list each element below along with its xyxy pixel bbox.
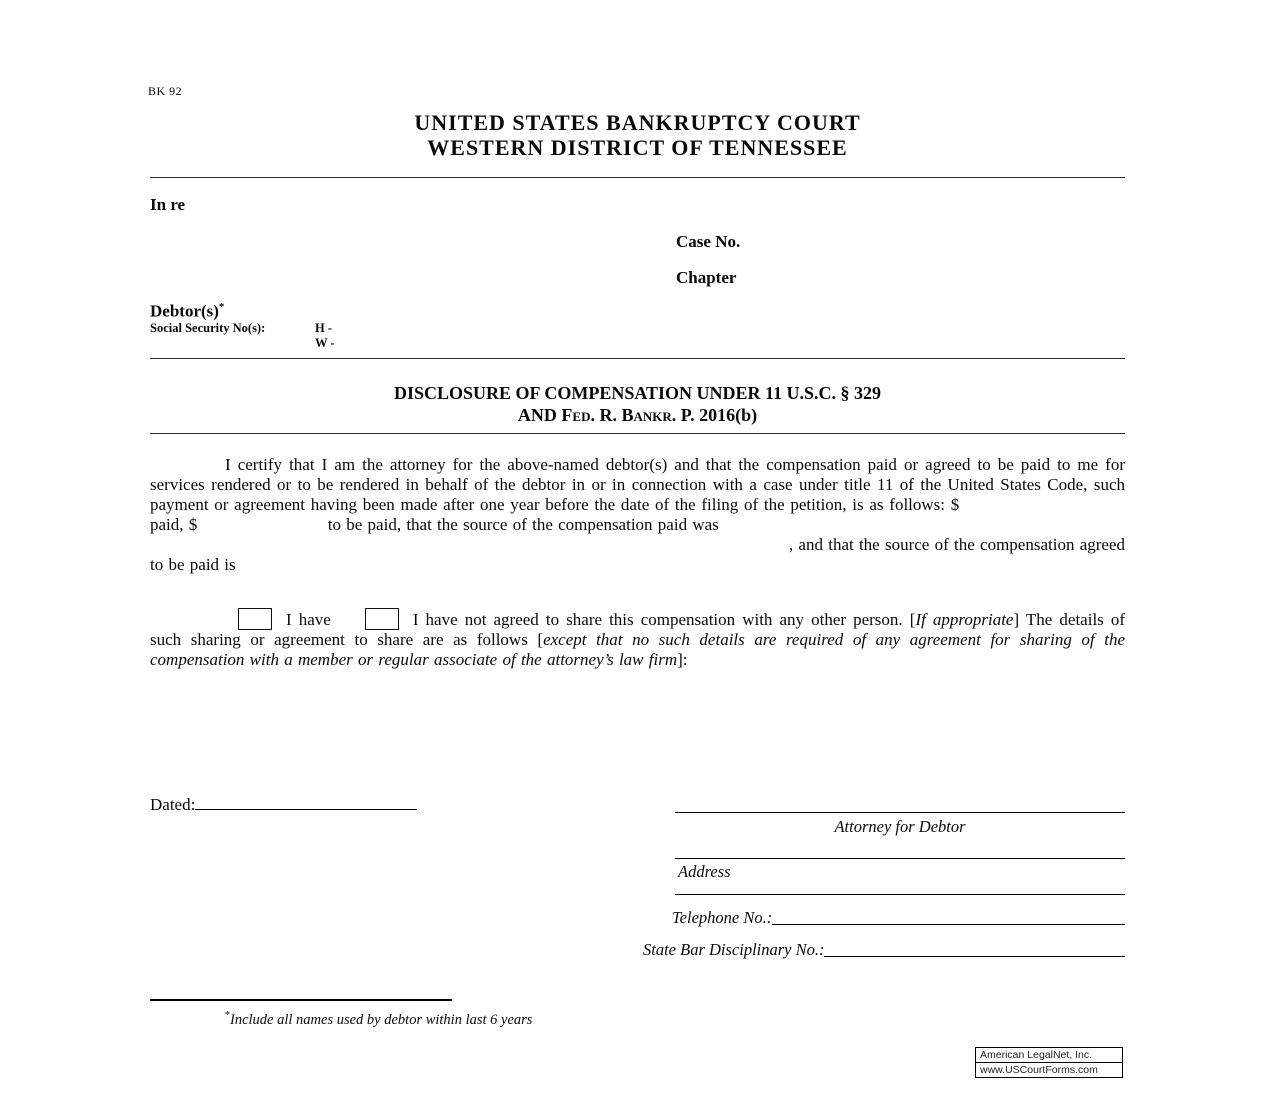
caption-bottom-separator — [150, 358, 1125, 359]
debtors-text: Debtor(s) — [150, 301, 219, 321]
attorney-for-debtor-label: Attorney for Debtor — [834, 817, 966, 836]
ssn-husband: H - — [315, 321, 333, 335]
ssn-block — [150, 321, 335, 351]
title-separator — [150, 433, 1125, 434]
court-title-line1: UNITED STATES BANKRUPTCY COURT — [414, 110, 861, 135]
certify-text-4: , and that the source of the compensation agreed — [788, 535, 1125, 554]
certify-text-5: to be paid is — [150, 555, 236, 574]
state-bar-label: State Bar Disciplinary No.: — [643, 940, 825, 959]
debtors-footnote-mark: * — [218, 301, 225, 313]
footnote-mark: * — [225, 1010, 230, 1021]
telephone-blank — [772, 908, 1125, 925]
footnote — [225, 1010, 532, 1029]
address-line-1 — [675, 858, 1125, 859]
if-appropriate-note: If appropriate — [915, 610, 1014, 629]
share-section — [150, 608, 1125, 670]
state-bar-row — [643, 940, 1125, 959]
legalnet-line2: www.USCourtForms.com — [980, 1064, 1098, 1076]
case-no-label: Case No. — [676, 232, 741, 251]
ssn-label: Social Security No(s): — [150, 321, 266, 335]
amount-to-be-paid-blank — [203, 529, 323, 530]
footnote-rule — [150, 999, 452, 1001]
debtors-label — [150, 301, 224, 322]
court-title — [0, 110, 1275, 160]
except-clause: except that no such details are required of any agreement for sharing of the compensation with a member or regular associate of the attorney’s law firm — [150, 630, 1125, 669]
share-details-text: ] The details of such sharing or agreement to share are as follows [ — [150, 610, 1126, 649]
legalnet-stamp — [975, 1047, 1123, 1078]
certify-text-3: to be paid, that the source of the compensation paid was — [327, 515, 719, 534]
dated-blank — [195, 795, 417, 810]
attorney-signature-line — [675, 812, 1125, 813]
i-have-not-checkbox[interactable] — [365, 608, 399, 630]
certification-paragraph — [150, 455, 1125, 535]
address-line-2 — [675, 894, 1125, 895]
chapter-label: Chapter — [676, 268, 737, 287]
share-end: ]: — [677, 650, 688, 669]
legalnet-line1: American LegalNet, Inc. — [976, 1048, 1122, 1063]
bracket-open: [ — [909, 610, 916, 629]
disclosure-title-line2 — [0, 404, 1275, 426]
title-p-2016b: P. 2016(b) — [676, 405, 758, 425]
state-bar-blank — [824, 940, 1125, 957]
telephone-row — [672, 908, 1125, 927]
disclosure-title — [0, 382, 1275, 426]
ssn-values — [315, 321, 335, 351]
address-label: Address — [678, 862, 731, 881]
i-have-not-label: I have not agreed to share this compensation with any other person. — [412, 610, 903, 629]
amount-paid-blank — [965, 509, 1125, 510]
telephone-label: Telephone No.: — [672, 908, 773, 927]
i-have-label: I have — [286, 610, 331, 629]
dated-row — [150, 795, 417, 815]
title-fed-r-bankr: Fed. R. Bankr. — [561, 405, 677, 425]
caption-top-separator — [150, 177, 1125, 178]
certification-section — [150, 455, 1125, 575]
disclosure-title-line1: DISCLOSURE OF COMPENSATION UNDER 11 U.S.C. § 329 — [393, 383, 882, 403]
i-have-checkbox[interactable] — [238, 608, 272, 630]
in-re-label: In re — [150, 195, 186, 214]
certify-text-1: I certify that I am the attorney for the above-named debtor(s) and that the compensation paid or agreed to be paid to me for services rendered or to be rendered in behalf of the debtor in or in connection with a case under title 11 of the United States Code, such payment or agreement having been made after one year before the date of the filing of the petition, is as follows: $ — [150, 455, 1125, 514]
certify-text-2: paid, $ — [150, 515, 198, 534]
dated-label: Dated: — [150, 795, 196, 814]
court-title-line2: WESTERN DISTRICT OF TENNESSEE — [427, 135, 848, 160]
ssn-wife: W - — [315, 336, 335, 350]
footnote-text: Include all names used by debtor within last 6 years — [230, 1011, 533, 1028]
form-code: BK 92 — [148, 84, 183, 98]
title-and: AND — [517, 405, 562, 425]
